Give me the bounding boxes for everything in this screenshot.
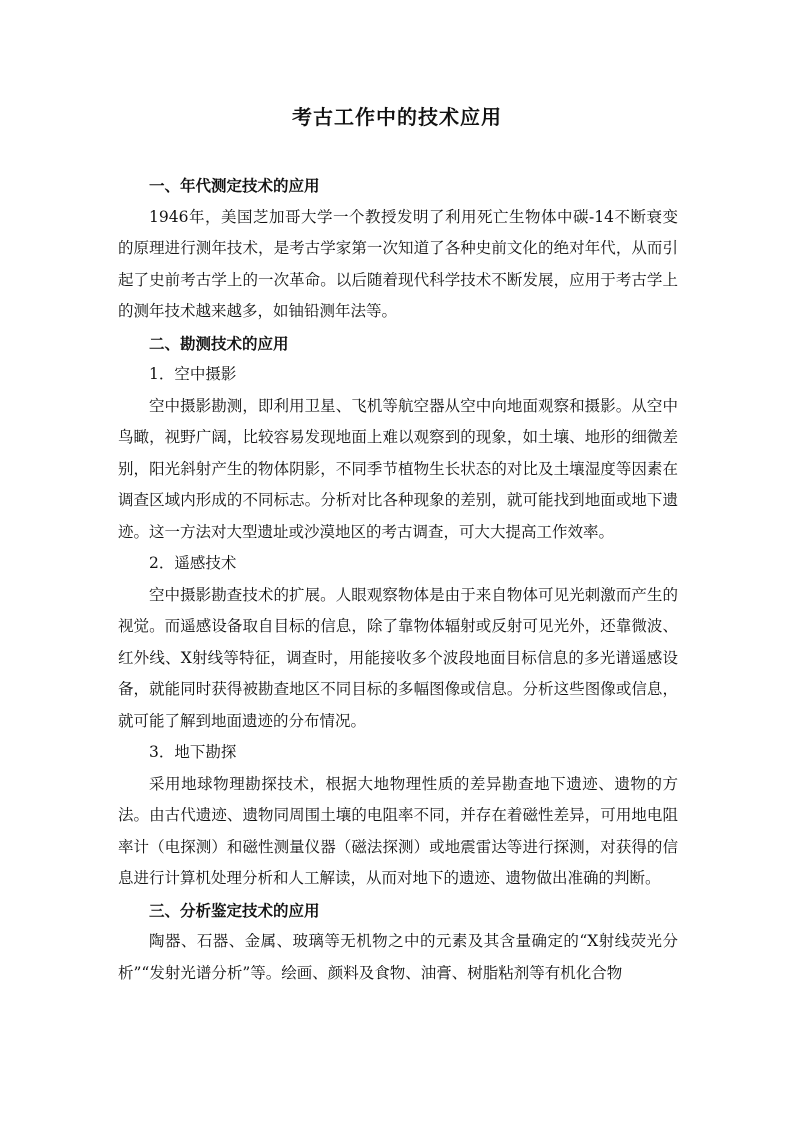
document-body [118, 170, 678, 989]
paragraph-dating: 1946年，美国芝加哥大学一个教授发明了利用死亡生物体中碳-14不断衰变的原理进行测年技术，是考古学家第一次知道了各种史前文化的绝对年代，从而引起了史前考古学上的一次革命。以后随着现代科学技术不断发展，应用于考古学上的测年技术越来越多，如铀铅测年法等。 [118, 207, 678, 320]
section-heading-dating: 一、年代测定技术的应用 [149, 176, 320, 195]
paragraph-remote-sensing: 空中摄影勘查技术的扩展。人眼观察物体是由于来自物体可见光刺激而产生的视觉。而遥感设备取自目标的信息，除了靠物体辐射或反射可见光外，还靠微波、红外线、X射线等特征，调查时，用能接收多个波段地面目标信息的多光谱遥感设备，就能同时获得被勘查地区不同目标的多幅图像或信息。分析这些图像或信息，就可能了解到地面遗迹的分布情况。 [118, 585, 678, 730]
subheading-remote-sensing: 2．遥感技术 [149, 554, 237, 572]
paragraph-analysis: 陶器、石器、金属、玻璃等无机物之中的元素及其含量确定的“X射线荧光分析”“发射光谱分析”等。绘画、颜料及食物、油膏、树脂粘剂等有机化合物 [118, 932, 678, 982]
document-title: 考古工作中的技术应用 [292, 105, 502, 129]
paragraph-aerial-photography: 空中摄影勘测，即利用卫星、飞机等航空器从空中向地面观察和摄影。从空中鸟瞰，视野广阔，比较容易发现地面上难以观察到的现象，如土壤、地形的细微差别，阳光斜射产生的物体阴影，不同季节植物生长状态的对比及土壤湿度等因素在调查区域内形成的不同标志。分析对比各种现象的差别，就可能找到地面或地下遗迹。这一方法对大型遗址或沙漠地区的考古调查，可大大提高工作效率。 [118, 396, 678, 541]
subheading-aerial-photography: 1．空中摄影 [149, 365, 237, 383]
subheading-underground-exploration: 3．地下勘探 [149, 743, 237, 761]
section-heading-analysis: 三、分析鉴定技术的应用 [149, 900, 320, 920]
section-heading-survey: 二、勘测技术的应用 [149, 333, 289, 353]
paragraph-underground-exploration: 采用地球物理勘探技术，根据大地物理性质的差异勘查地下遗迹、遗物的方法。由古代遗迹、遗物同周围土壤的电阻率不同，并存在着磁性差异，可用地电阻率计（电探测）和磁性测量仪器（磁法探测）或地震雷达等进行探测，对获得的信息进行计算机处理分析和人工解读，从而对地下的遗迹、遗物做出准确的判断。 [118, 774, 678, 887]
